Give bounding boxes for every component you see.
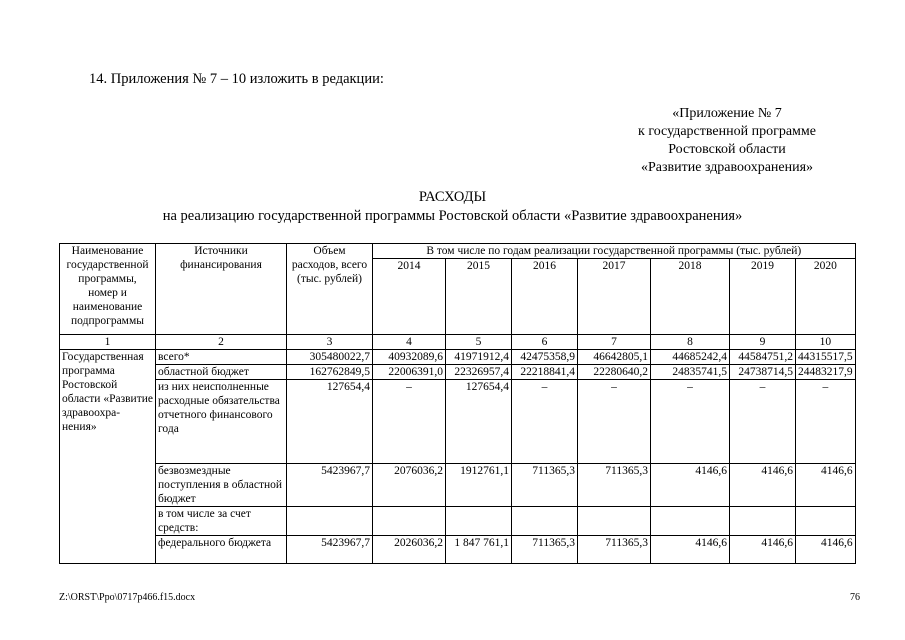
row-value: 24738714,5 [730, 365, 796, 380]
column-number: 9 [730, 335, 796, 350]
table-row [60, 380, 856, 464]
table-row [60, 464, 856, 507]
column-number: 8 [651, 335, 730, 350]
column-number: 7 [578, 335, 651, 350]
header-year: 2020 [796, 259, 856, 335]
header-year: 2019 [730, 259, 796, 335]
row-value: 40932089,6 [373, 350, 446, 365]
row-total [287, 507, 373, 536]
row-value: – [578, 380, 651, 464]
header-source: Источники финансирования [156, 244, 287, 335]
row-value: 2026036,2 [373, 536, 446, 564]
row-value: 711365,3 [578, 464, 651, 507]
numbering-row [60, 335, 856, 350]
table-row [60, 365, 856, 380]
header-year: 2015 [446, 259, 512, 335]
row-total: 127654,4 [287, 380, 373, 464]
row-value [730, 507, 796, 536]
header-name: Наименование государственной программы, номер и наименование подпрограммы [60, 244, 156, 335]
header-by-years: В том числе по годам реализации государственной программы (тыс. рублей) [373, 244, 856, 259]
footer-page-number: 76 [850, 592, 860, 603]
table-row [60, 350, 856, 365]
row-value: 4146,6 [796, 464, 856, 507]
row-source: областной бюджет [156, 365, 287, 380]
expenses-table [59, 243, 856, 564]
row-value [512, 507, 578, 536]
appendix-heading [607, 105, 847, 177]
row-value: 22280640,2 [578, 365, 651, 380]
row-value [578, 507, 651, 536]
row-source: безвозмездные поступления в областной бюджет [156, 464, 287, 507]
row-value [796, 507, 856, 536]
item-14-text: 14. Приложения № 7 – 10 изложить в редакции: [89, 71, 384, 87]
column-number: 6 [512, 335, 578, 350]
header-volume: Объем расходов, всего (тыс. рублей) [287, 244, 373, 335]
appendix-line: «Развитие здравоохранения» [640, 160, 814, 175]
appendix-line: к государственной программе [638, 124, 816, 139]
row-value: – [373, 380, 446, 464]
row-source: федерального бюджета [156, 536, 287, 564]
row-source: в том числе за счет средств: [156, 507, 287, 536]
row-value: – [651, 380, 730, 464]
row-value [446, 507, 512, 536]
row-value: 22218841,4 [512, 365, 578, 380]
row-total: 5423967,7 [287, 464, 373, 507]
column-number: 3 [287, 335, 373, 350]
row-total: 5423967,7 [287, 536, 373, 564]
row-total: 162762849,5 [287, 365, 373, 380]
column-number: 5 [446, 335, 512, 350]
footer-file-path: Z:\ORST\Ppo\0717p466.f15.docx [59, 592, 196, 603]
column-number: 2 [156, 335, 287, 350]
header-year: 2016 [512, 259, 578, 335]
table-row [60, 536, 856, 564]
table-row [60, 507, 856, 536]
row-value: – [796, 380, 856, 464]
row-value: 711365,3 [512, 464, 578, 507]
row-value: 44315517,5 [796, 350, 856, 365]
header-row [60, 244, 856, 259]
header-year: 2014 [373, 259, 446, 335]
row-value [651, 507, 730, 536]
row-value [373, 507, 446, 536]
row-value: 44584751,2 [730, 350, 796, 365]
header-year: 2018 [651, 259, 730, 335]
appendix-line: Ростовской области [668, 142, 786, 157]
row-value: 2076036,2 [373, 464, 446, 507]
title-sub: на реализацию государственной программы Ростовской области «Развитие здравоохранения» [162, 208, 743, 224]
column-number: 10 [796, 335, 856, 350]
document-title [0, 188, 905, 226]
row-value: 22326957,4 [446, 365, 512, 380]
row-source: всего* [156, 350, 287, 365]
row-value: 127654,4 [446, 380, 512, 464]
row-value: 4146,6 [651, 464, 730, 507]
header-year: 2017 [578, 259, 651, 335]
row-source: из них неисполненные расходные обязательства отчетного финансового года [156, 380, 287, 464]
row-value: 4146,6 [651, 536, 730, 564]
row-value: 4146,6 [796, 536, 856, 564]
row-value: 44685242,4 [651, 350, 730, 365]
row-value: 46642805,1 [578, 350, 651, 365]
row-value: 711365,3 [578, 536, 651, 564]
row-value: 4146,6 [730, 464, 796, 507]
row-value: 22006391,0 [373, 365, 446, 380]
row-value: 1 847 761,1 [446, 536, 512, 564]
row-value: 711365,3 [512, 536, 578, 564]
row-value: 42475358,9 [512, 350, 578, 365]
row-value: 41971912,4 [446, 350, 512, 365]
row-value: – [730, 380, 796, 464]
row-value: 24835741,5 [651, 365, 730, 380]
row-value: – [512, 380, 578, 464]
title-main: РАСХОДЫ [418, 189, 487, 205]
row-value: 4146,6 [730, 536, 796, 564]
row-total: 305480022,7 [287, 350, 373, 365]
column-number: 4 [373, 335, 446, 350]
row-value: 1912761,1 [446, 464, 512, 507]
column-number: 1 [60, 335, 156, 350]
program-name: Государственная программа Ростовской области «Развитие здравоохра-нения» [60, 350, 156, 564]
row-value: 24483217,9 [796, 365, 856, 380]
appendix-line: «Приложение № 7 [672, 106, 782, 121]
